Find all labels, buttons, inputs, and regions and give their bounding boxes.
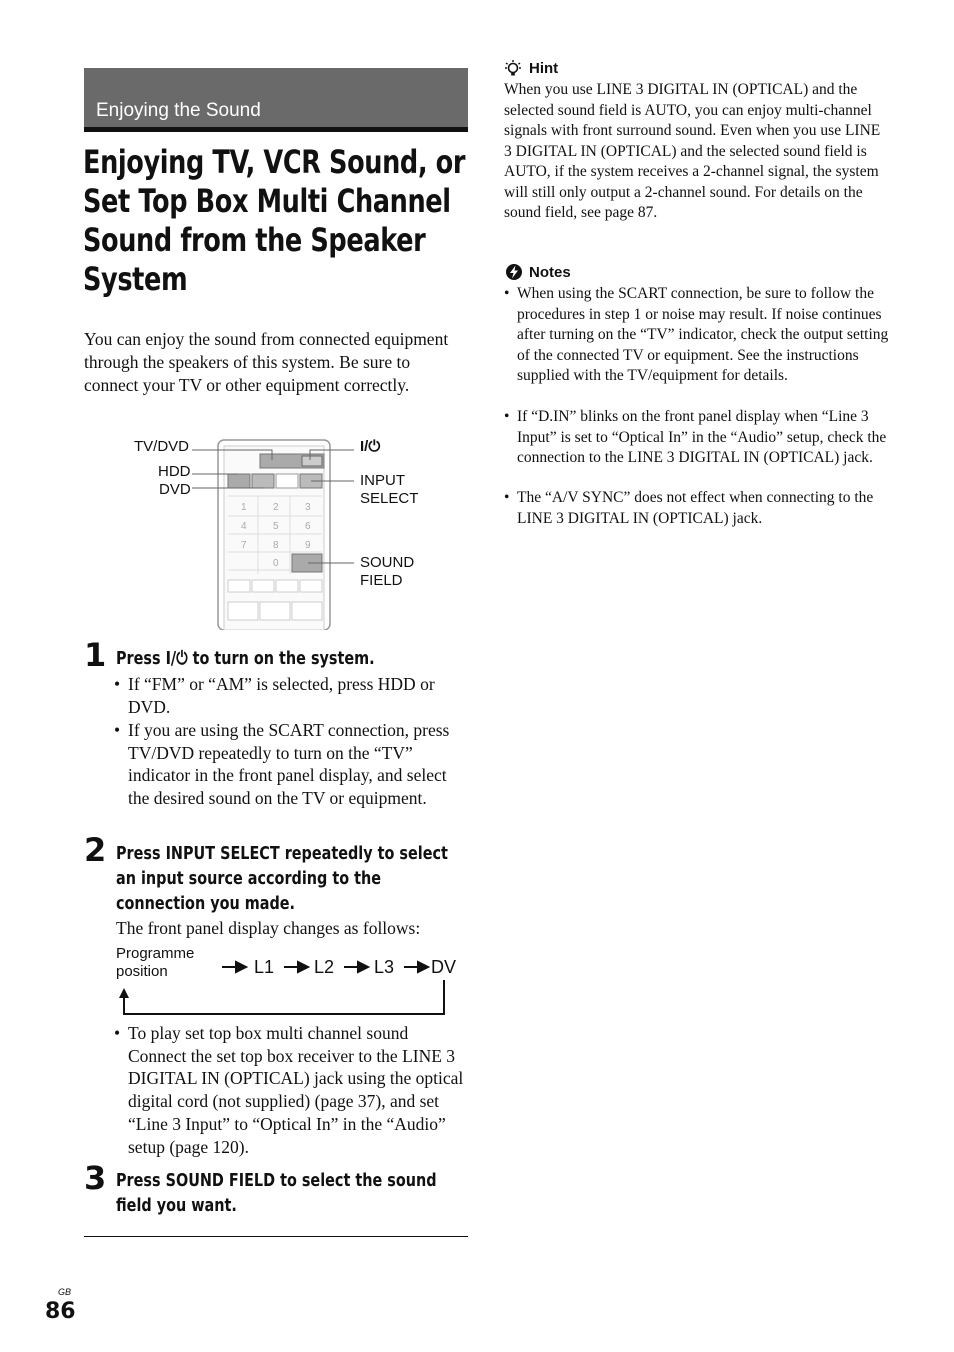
label-dvd: DVD xyxy=(159,481,191,498)
key-8: 8 xyxy=(273,540,279,551)
step-label: Press INPUT SELECT repeatedly to select an input source according to the connection you made. xyxy=(116,843,448,914)
label-input-select: INPUT SELECT xyxy=(360,472,419,507)
title-line: Enjoying TV, VCR Sound, or xyxy=(83,143,466,181)
label-tv-dvd: TV/DVD xyxy=(134,438,190,455)
display-flow-diagram xyxy=(110,944,470,1019)
page-title xyxy=(83,143,466,299)
hint-heading: Hint xyxy=(529,60,559,77)
label-hdd: HDD xyxy=(158,463,191,480)
key-5: 5 xyxy=(273,521,279,532)
title-line: Set Top Box Multi Channel xyxy=(83,182,451,220)
step-number: 2 xyxy=(84,831,107,869)
section-banner xyxy=(84,68,468,132)
key-3: 3 xyxy=(305,502,311,513)
note-item: • If “D.IN” blinks on the front panel display when “Line 3 Input” is set to “Optical In” in the “Audio” setup, check the connection to the LINE 3 DIGITAL IN (OPTICAL) jack. xyxy=(504,408,887,466)
remote-diagram xyxy=(120,430,460,630)
hint-text: When you use LINE 3 DIGITAL IN (OPTICAL) and the selected sound field is AUTO, you can enjoy multi-channel signals with front surround sound. Even when you use LINE 3 DIGITAL IN (OPTICAL) and the selected sound field is AUTO, if the system receives a 2-channel signal, the system will still only output a 2-channel sound. For details on the sound field, see page 87. xyxy=(504,81,881,221)
flow-item-l3: L3 xyxy=(374,957,395,977)
step-number: 3 xyxy=(84,1159,107,1197)
title-line: Sound from the Speaker xyxy=(83,221,426,259)
key-0: 0 xyxy=(273,558,279,569)
step-label: Press I/⏻ to turn on the system. xyxy=(116,648,375,669)
notes-heading: Notes xyxy=(529,264,571,281)
key-7: 7 xyxy=(241,540,247,551)
key-6: 6 xyxy=(305,521,311,532)
region-code: GB xyxy=(58,1287,72,1297)
intro-paragraph: You can enjoy the sound from connected equipment through the speakers of this system. Be sure to connect your TV or other equipment correctly. xyxy=(84,329,449,395)
remote-keypad xyxy=(228,500,324,576)
flow-item-l1: L1 xyxy=(254,957,275,977)
step-label: Press SOUND FIELD to select the sound field you want. xyxy=(116,1170,437,1216)
lightning-icon xyxy=(505,263,523,281)
label-sound-field: SOUND FIELD xyxy=(360,554,415,589)
key-2: 2 xyxy=(273,502,279,513)
title-line: System xyxy=(83,260,188,298)
bullet-item: • If “FM” or “AM” is selected, press HDD or DVD. xyxy=(114,674,435,717)
note-item: • When using the SCART connection, be sure to follow the procedures in step 1 or noise may result. If noise continues after turning on the “TV” indicator, check the output setting of the connected TV or equipment. See the instructions supplied with the TV/equipment for details. xyxy=(504,285,889,384)
key-1: 1 xyxy=(241,502,247,513)
bullet-item: • To play set top box multi channel sound Connect the set top box receiver to the LINE 3 DIGITAL IN (OPTICAL) jack using the optical digital cord (not supplied) (page 37), and set “Line 3 Input” to “Optical In” in the “Audio” setup (page 120). xyxy=(114,1023,464,1157)
step-number: 1 xyxy=(84,636,107,674)
label-power: I/⏻ xyxy=(360,438,381,455)
section-banner-label: Enjoying the Sound xyxy=(96,100,261,121)
bullet-item: • If you are using the SCART connection, press TV/DVD repeatedly to turn on the “TV” indicator in the front panel display, and select the desired sound on the TV or equipment. xyxy=(114,720,450,809)
divider xyxy=(84,1236,468,1237)
key-9: 9 xyxy=(305,540,311,551)
key-4: 4 xyxy=(241,521,247,532)
lightbulb-icon xyxy=(504,59,524,79)
flow-item-l2: L2 xyxy=(314,957,335,977)
note-item: • The “A/V SYNC” does not effect when connecting to the LINE 3 DIGITAL IN (OPTICAL) jack. xyxy=(504,489,874,527)
step-text: The front panel display changes as follows: xyxy=(116,918,421,938)
page-number: 86 xyxy=(45,1299,76,1324)
flow-item-dv: DV xyxy=(431,957,457,977)
flow-start: Programme position xyxy=(116,945,195,980)
